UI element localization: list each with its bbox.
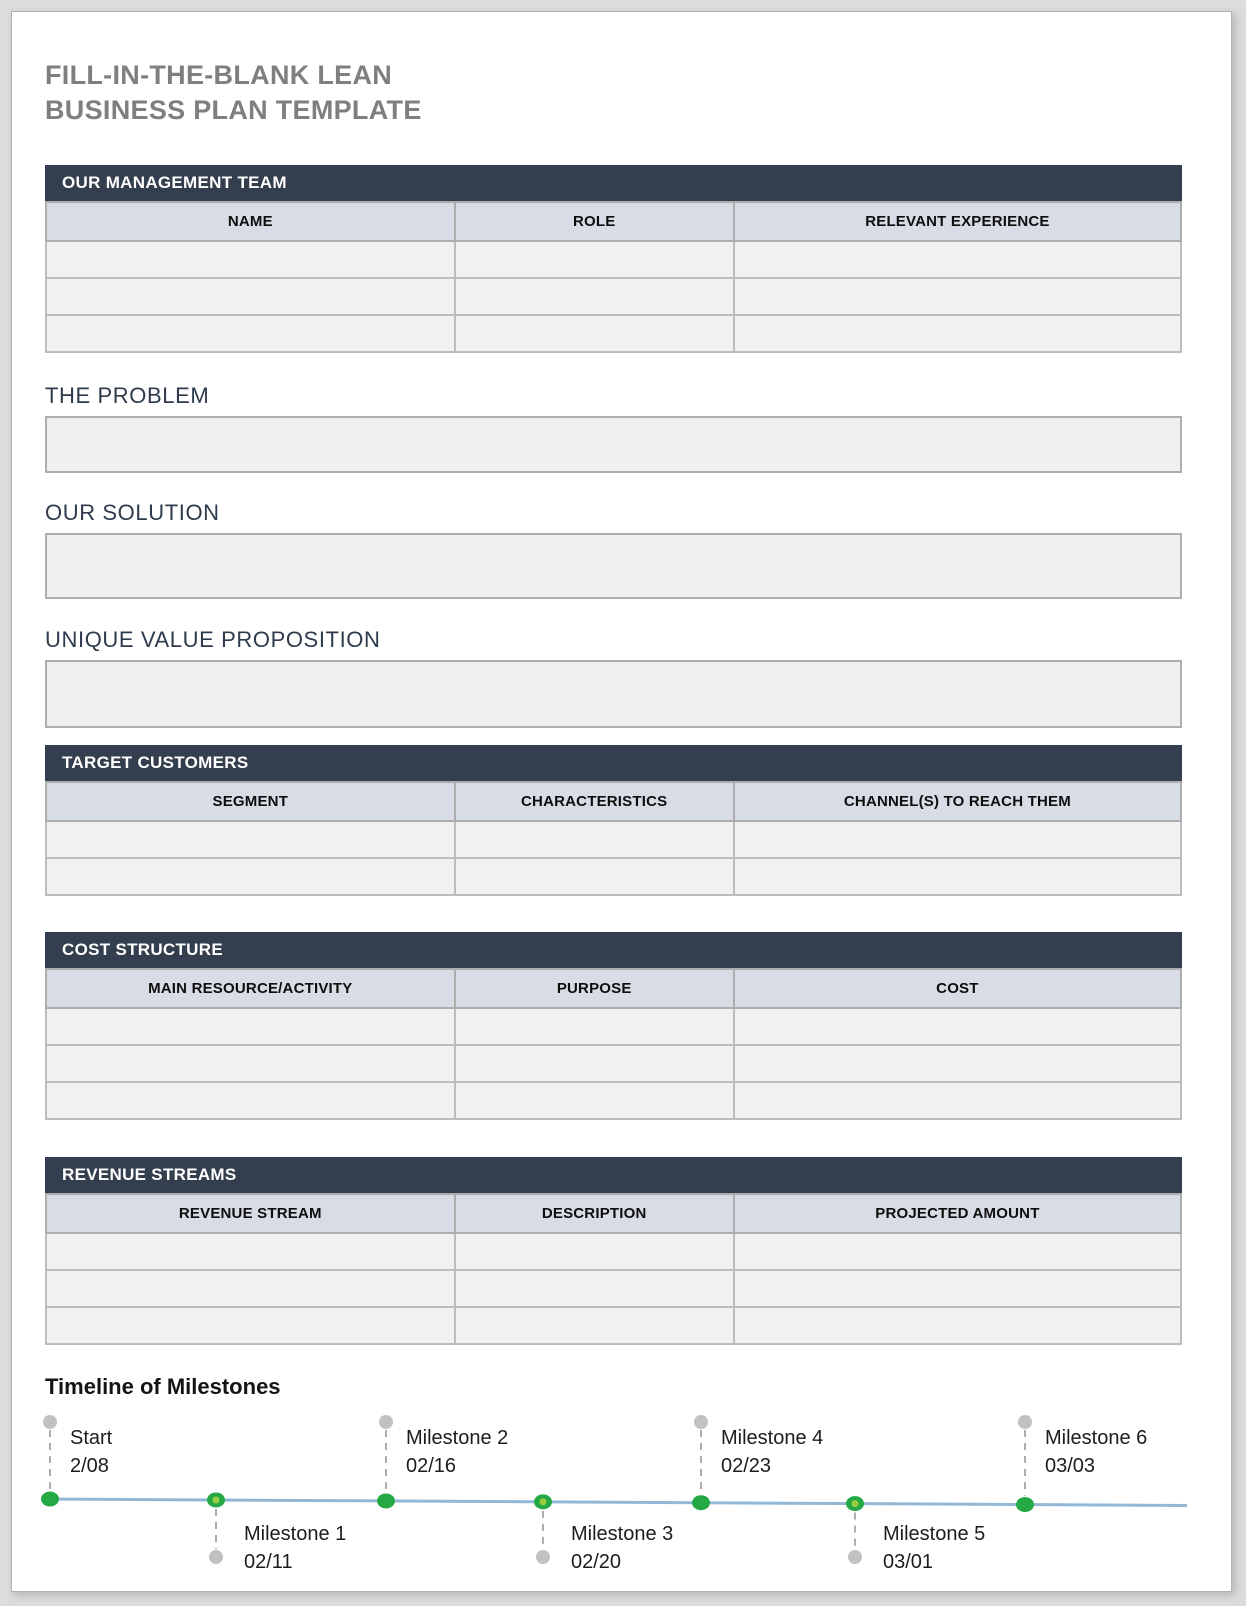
- timeline-node-center: [213, 1496, 220, 1503]
- section-heading: OUR SOLUTION: [45, 500, 220, 525]
- fillable-cell[interactable]: [455, 1307, 734, 1344]
- fillable-cell[interactable]: [46, 241, 455, 278]
- column-header: SEGMENT: [46, 782, 455, 821]
- table-row: [46, 1082, 1181, 1119]
- timeline-node-center: [540, 1498, 547, 1505]
- fillable-cell[interactable]: [734, 315, 1181, 352]
- milestone-marker-dot: [209, 1550, 223, 1564]
- milestone-date: 2/08: [70, 1455, 109, 1477]
- milestone-marker-dot: [379, 1415, 393, 1429]
- column-header: PURPOSE: [455, 969, 734, 1008]
- milestone-date: 02/11: [244, 1551, 293, 1573]
- fillable-cell[interactable]: [455, 1233, 734, 1270]
- milestone-label: Milestone 5: [883, 1523, 986, 1545]
- section-unique-value-proposition: [45, 627, 1181, 728]
- timeline-node: [1016, 1497, 1034, 1512]
- revenue-streams-grid: [45, 1193, 1182, 1345]
- table-row: [46, 278, 1181, 315]
- timeline-node: [377, 1493, 395, 1508]
- table-title-bar: REVENUE STREAMS: [45, 1157, 1182, 1193]
- fillable-textbox[interactable]: [45, 416, 1182, 473]
- header-row: [46, 782, 1181, 821]
- milestone-date: 02/16: [406, 1455, 457, 1477]
- fillable-cell[interactable]: [734, 1008, 1181, 1045]
- milestone-label: Milestone 4: [721, 1427, 824, 1449]
- fillable-cell[interactable]: [455, 1008, 734, 1045]
- milestone-label: Milestone 1: [244, 1523, 347, 1545]
- fillable-cell[interactable]: [46, 315, 455, 352]
- fillable-cell[interactable]: [46, 1270, 455, 1307]
- management-team-table: [45, 165, 1182, 353]
- table-title-bar: COST STRUCTURE: [45, 932, 1182, 968]
- fillable-cell[interactable]: [455, 821, 734, 858]
- timeline-node-center: [852, 1500, 859, 1507]
- milestone-date: 03/01: [883, 1551, 934, 1573]
- table-row: [46, 821, 1181, 858]
- header-row: [46, 969, 1181, 1008]
- fillable-cell[interactable]: [734, 278, 1181, 315]
- fillable-cell[interactable]: [455, 315, 734, 352]
- table-row: [46, 241, 1181, 278]
- fillable-cell[interactable]: [734, 1270, 1181, 1307]
- column-header: REVENUE STREAM: [46, 1194, 455, 1233]
- fillable-cell[interactable]: [455, 1270, 734, 1307]
- table-row: [46, 858, 1181, 895]
- column-header: ROLE: [455, 202, 734, 241]
- timeline-node: [692, 1495, 710, 1510]
- header-row: [46, 202, 1181, 241]
- cost-structure-grid: [45, 968, 1182, 1120]
- fillable-cell[interactable]: [455, 278, 734, 315]
- milestone-date: 02/23: [721, 1455, 772, 1477]
- column-header: DESCRIPTION: [455, 1194, 734, 1233]
- fillable-cell[interactable]: [46, 278, 455, 315]
- document-page: [11, 11, 1232, 1592]
- fillable-cell[interactable]: [734, 241, 1181, 278]
- column-header: RELEVANT EXPERIENCE: [734, 202, 1181, 241]
- milestone-label: Milestone 6: [1045, 1427, 1148, 1449]
- page-title-line2: BUSINESS PLAN TEMPLATE: [45, 95, 422, 125]
- table-row: [46, 1233, 1181, 1270]
- fillable-cell[interactable]: [455, 1045, 734, 1082]
- milestone-date: 02/20: [571, 1551, 622, 1573]
- milestone-marker-dot: [1018, 1415, 1032, 1429]
- column-header: PROJECTED AMOUNT: [734, 1194, 1181, 1233]
- management-team-grid: [45, 201, 1182, 353]
- section-heading: THE PROBLEM: [45, 383, 210, 408]
- table-title-bar: OUR MANAGEMENT TEAM: [45, 165, 1182, 201]
- milestone-marker-dot: [43, 1415, 57, 1429]
- fillable-cell[interactable]: [46, 821, 455, 858]
- page-title: [45, 58, 1181, 128]
- fillable-cell[interactable]: [46, 1082, 455, 1119]
- table-title-bar: TARGET CUSTOMERS: [45, 745, 1182, 781]
- milestone-label: Milestone 3: [571, 1523, 674, 1545]
- column-header: MAIN RESOURCE/ACTIVITY: [46, 969, 455, 1008]
- table-row: [46, 1045, 1181, 1082]
- table-row: [46, 1008, 1181, 1045]
- milestone-label: Start: [70, 1427, 113, 1449]
- fillable-textbox[interactable]: [45, 533, 1182, 599]
- fillable-cell[interactable]: [46, 1307, 455, 1344]
- fillable-cell[interactable]: [46, 1045, 455, 1082]
- milestone-date: 03/03: [1045, 1455, 1096, 1477]
- milestone-marker-dot: [536, 1550, 550, 1564]
- milestone-label: Milestone 2: [406, 1427, 509, 1449]
- column-header: CHARACTERISTICS: [455, 782, 734, 821]
- revenue-streams-table: [45, 1157, 1182, 1345]
- target-customers-grid: [45, 781, 1182, 896]
- section-our-solution: [45, 500, 1181, 599]
- fillable-cell[interactable]: [455, 1082, 734, 1119]
- header-row: [46, 1194, 1181, 1233]
- section-heading: UNIQUE VALUE PROPOSITION: [45, 627, 381, 652]
- fillable-cell[interactable]: [734, 858, 1181, 895]
- fillable-cell[interactable]: [734, 1307, 1181, 1344]
- fillable-cell[interactable]: [455, 241, 734, 278]
- fillable-cell[interactable]: [734, 1082, 1181, 1119]
- table-row: [46, 1270, 1181, 1307]
- table-row: [46, 315, 1181, 352]
- fillable-cell[interactable]: [734, 1233, 1181, 1270]
- fillable-cell[interactable]: [46, 1233, 455, 1270]
- milestone-marker-dot: [694, 1415, 708, 1429]
- column-header: COST: [734, 969, 1181, 1008]
- fillable-cell[interactable]: [455, 858, 734, 895]
- fillable-cell[interactable]: [734, 1045, 1181, 1082]
- timeline-node: [41, 1492, 59, 1507]
- milestone-marker-dot: [848, 1550, 862, 1564]
- target-customers-table: [45, 745, 1182, 896]
- timeline-svg: [45, 1409, 1185, 1589]
- timeline-heading: Timeline of Milestones: [45, 1374, 281, 1399]
- section-the-problem: [45, 383, 1181, 473]
- fillable-cell[interactable]: [46, 1008, 455, 1045]
- column-header: CHANNEL(S) TO REACH THEM: [734, 782, 1181, 821]
- fillable-cell[interactable]: [46, 858, 455, 895]
- table-row: [46, 1307, 1181, 1344]
- fillable-textbox[interactable]: [45, 660, 1182, 728]
- fillable-cell[interactable]: [734, 821, 1181, 858]
- page-title-line1: FILL-IN-THE-BLANK LEAN: [45, 60, 393, 90]
- column-header: NAME: [46, 202, 455, 241]
- cost-structure-table: [45, 932, 1182, 1120]
- milestone-timeline: [45, 1409, 1185, 1589]
